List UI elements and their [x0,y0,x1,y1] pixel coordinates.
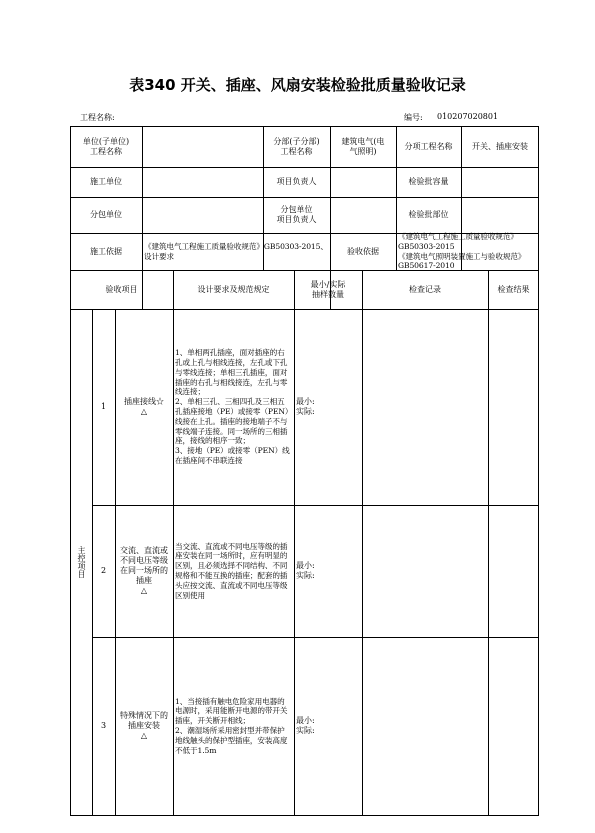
subitem-label: 分项工程名称 [404,141,453,151]
column-sample: 最小/实际 抽样数量 [310,279,346,299]
project-name-label: 工程名称: [80,113,115,122]
project-manager-value[interactable] [330,167,396,197]
row-number: 3 [100,721,107,730]
inspection-form [70,126,539,816]
row-record[interactable] [362,309,488,505]
sub-manager-value[interactable] [330,197,396,233]
basis-value: 《建筑电气工程施工质量验收规范》GB50303-2015、设计要求 [144,241,328,261]
sub-unit-value[interactable] [142,197,263,233]
row-item-name: 特殊情况下的插座安装 △ [120,711,168,740]
batch-capacity-value[interactable] [461,167,539,197]
group-label-cell [70,309,92,815]
row-requirement: 1、当接插有触电危险家用电器的电源时，采用能断开电源的带开关插座，开关断开相线； 2、潮湿场所采用密封型并带保护地线触头的保护型插座，安装高度不低于1.5m [175,696,288,755]
row-item-name: 插座接线☆ △ [124,397,164,416]
row-result[interactable] [488,505,539,637]
row-sample: 最小: 实际: [296,716,315,735]
row-result[interactable] [488,637,539,815]
group-label: 主控项目 [77,546,86,578]
subitem-value: 开关、插座安装 [472,141,528,151]
sub-manager-label: 分包单位 项目负责人 [276,205,317,224]
row-result[interactable] [488,309,539,505]
sub-unit-label: 分包单位 [90,210,122,219]
code-label: 编号: [404,113,423,122]
row-requirement: 1、单相两孔插座，面对插座的右孔或上孔与相线连接，左孔或下孔与零线连接；单相三孔插座，面对插座的右孔与相线接连，左孔与零线连接； 2、单相三孔、三相四孔及三相五孔插座接地（PE）或接零（PEN）线接在上孔。插座的接地端子不与零线端子连接。同一场所的三相插座，接线的相序一致； 3、接地（PE）或接零（PEN）线在插座间不串联连接 [175,348,290,465]
page-title: 表340 开关、插座、风扇安装检验批质量验收记录 [129,76,466,94]
construction-unit-label: 施工单位 [90,177,122,186]
basis-label: 施工依据 [90,246,122,256]
row-sample: 最小: 实际: [296,397,315,416]
row-record[interactable] [362,505,488,637]
batch-location-value[interactable] [461,197,539,233]
code-value: 010207020801 [437,112,499,121]
acceptance-basis-label: 验收依据 [347,246,379,256]
column-record: 检查记录 [409,284,441,294]
column-item: 验收项目 [105,284,138,294]
unit-name-value[interactable] [142,126,263,167]
subpart-value: 建筑电气(电 气照明) [341,136,385,156]
row-number: 2 [100,566,107,575]
unit-name-label: 单位(子单位) 工程名称 [82,136,130,156]
row-record[interactable] [362,637,488,815]
column-requirement: 设计要求及规范规定 [197,284,270,294]
subpart-label: 分部(子分部) 工程名称 [273,136,320,156]
batch-location-label: 检验批部位 [408,210,449,219]
row-item-name: 交流、直流或不同电压等级在同一场所的插座 △ [120,546,168,595]
project-manager-label: 项目负责人 [276,177,317,186]
row-number: 1 [100,402,107,411]
construction-unit-value[interactable] [142,167,263,197]
column-result: 检查结果 [497,284,530,294]
row-requirement: 当交流、直流或不同电压等级的插座安装在同一场所时，应有明显的区别，且必须选择不同结构、不同规格和不能互换的插座；配套的插头应按交流、直流或不同电压等级区别使用 [175,541,288,600]
row-sample: 最小: 实际: [296,561,315,580]
acceptance-basis-value: 《建筑电气工程施工质量验收规范》GB50303-2015 《建筑电气照明装置施工与验收规范》GB50617-2010 [398,231,526,271]
batch-capacity-label: 检验批容量 [408,177,449,186]
